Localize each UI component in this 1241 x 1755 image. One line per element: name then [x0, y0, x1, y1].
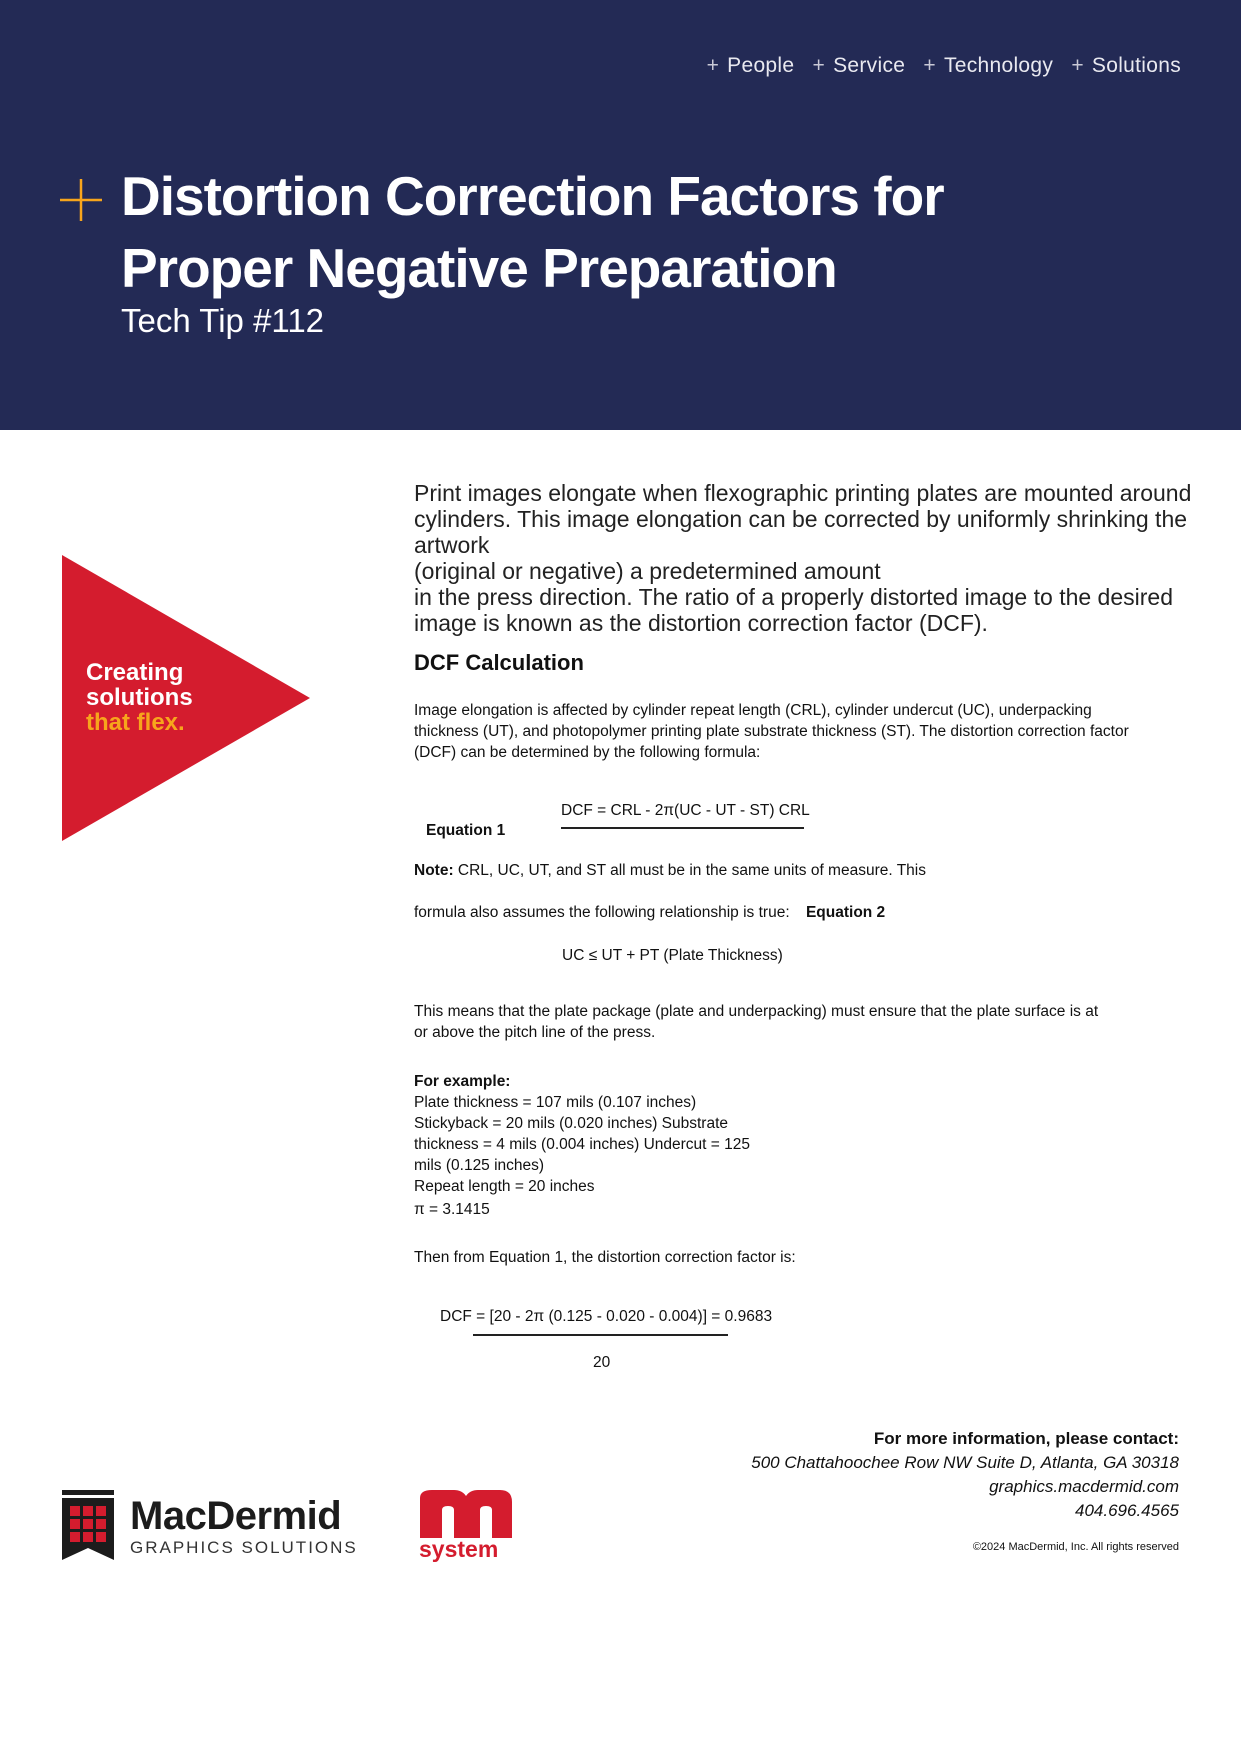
- tagline: [86, 660, 193, 735]
- equation-1-label: Equation 1: [426, 822, 506, 839]
- macdermid-wordmark: MacDermid: [130, 1494, 342, 1538]
- nav-item-service: Service: [833, 54, 906, 77]
- contact-block: [751, 1427, 1179, 1559]
- intro-line: Print images elongate when flexographic printing plates are mounted around: [414, 480, 1192, 506]
- plus-icon: +: [812, 54, 826, 77]
- header-nav: [707, 54, 1181, 78]
- contact-website-link[interactable]: graphics.macdermid.com: [989, 1477, 1179, 1496]
- contact-phone: 404.696.4565: [1075, 1501, 1179, 1520]
- nav-item-people: People: [727, 54, 795, 77]
- result-formula: DCF = [20 - 2π (0.125 - 0.020 - 0.004)] = 0.9683: [440, 1308, 773, 1325]
- equation-2-formula: UC ≤ UT + PT (Plate Thickness): [562, 947, 783, 964]
- result-denominator: 20: [593, 1354, 611, 1371]
- note-line-2: [414, 902, 885, 923]
- example-line: Repeat length = 20 inches: [414, 1178, 595, 1195]
- formula-intro-paragraph: [414, 700, 1214, 763]
- paragraph-line: (DCF) can be determined by the following formula:: [414, 744, 761, 761]
- fraction-bar: [473, 1334, 728, 1336]
- intro-line: in the press direction. The ratio of a properly distorted image to the desired: [414, 584, 1173, 610]
- macdermid-subtitle: GRAPHICS SOLUTIONS: [130, 1538, 358, 1557]
- copyright: ©2024 MacDermid, Inc. All rights reserved: [972, 1541, 1179, 1553]
- intro-line: image is known as the distortion correction factor (DCF).: [414, 610, 988, 636]
- m-system-logo-icon: [418, 1488, 514, 1540]
- contact-heading: For more information, please contact:: [873, 1429, 1179, 1448]
- tagline-line-1: Creating: [86, 659, 184, 686]
- intro-paragraph: [414, 480, 1234, 636]
- example-line: thickness = 4 mils (0.004 inches) Undercut = 125: [414, 1136, 751, 1153]
- m-system-wordmark: system: [419, 1536, 499, 1562]
- page-title: [121, 160, 944, 304]
- equation-2-label: Equation 2: [805, 904, 886, 921]
- plus-icon: [60, 179, 102, 221]
- example-label: For example:: [414, 1073, 511, 1090]
- paragraph-line: thickness (UT), and photopolymer printing plate substrate thickness (ST). The distortion correction factor: [414, 723, 1129, 740]
- note-text: CRL, UC, UT, and ST all must be in the same units of measure. This: [453, 862, 926, 879]
- example-line: Stickyback = 20 mils (0.020 inches) Substrate: [414, 1115, 729, 1132]
- contact-address: 500 Chattahoochee Row NW Suite D, Atlanta, GA 30318: [751, 1453, 1179, 1472]
- title-line-1: Distortion Correction Factors for: [121, 165, 944, 227]
- plus-icon: +: [706, 54, 720, 77]
- paragraph-line: or above the pitch line of the press.: [414, 1024, 656, 1041]
- title-line-2: Proper Negative Preparation: [121, 237, 837, 299]
- intro-line: (original or negative) a predetermined amount: [414, 558, 881, 584]
- example-line: Plate thickness = 107 mils (0.107 inches): [414, 1094, 697, 1111]
- example-line: mils (0.125 inches): [414, 1157, 545, 1174]
- paragraph-line: This means that the plate package (plate and underpacking) must ensure that the plate surface is at: [414, 1003, 1099, 1020]
- paragraph-line: Image elongation is affected by cylinder repeat length (CRL), cylinder undercut (UC), underpacking: [414, 702, 1092, 719]
- intro-block: [414, 480, 1234, 636]
- tagline-line-2: solutions: [86, 684, 193, 711]
- macdermid-logo-icon: [62, 1490, 114, 1560]
- fraction-bar: [561, 827, 804, 829]
- plus-icon: +: [923, 54, 936, 77]
- note-label: Note:: [414, 862, 454, 879]
- section-heading: DCF Calculation: [414, 650, 584, 675]
- page-subtitle: Tech Tip #112: [121, 302, 325, 339]
- equation-1-formula: DCF = CRL - 2π(UC - UT - ST) CRL: [561, 802, 810, 819]
- note-text: formula also assumes the following relationship is true:: [414, 904, 790, 921]
- plus-icon: +: [1071, 54, 1084, 77]
- pitch-line-paragraph: [414, 1001, 1214, 1043]
- nav-item-technology: Technology: [943, 54, 1054, 77]
- example-block: [414, 1071, 750, 1220]
- note-line: [414, 860, 926, 881]
- header-banner: [0, 0, 1241, 430]
- intro-line: cylinders. This image elongation can be corrected by uniformly shrinking the artwork: [414, 506, 1188, 558]
- nav-item-solutions: Solutions: [1091, 54, 1181, 77]
- tagline-line-3: that flex.: [86, 709, 185, 736]
- then-text: Then from Equation 1, the distortion correction factor is:: [414, 1249, 796, 1266]
- example-line: π = 3.1415: [414, 1201, 490, 1218]
